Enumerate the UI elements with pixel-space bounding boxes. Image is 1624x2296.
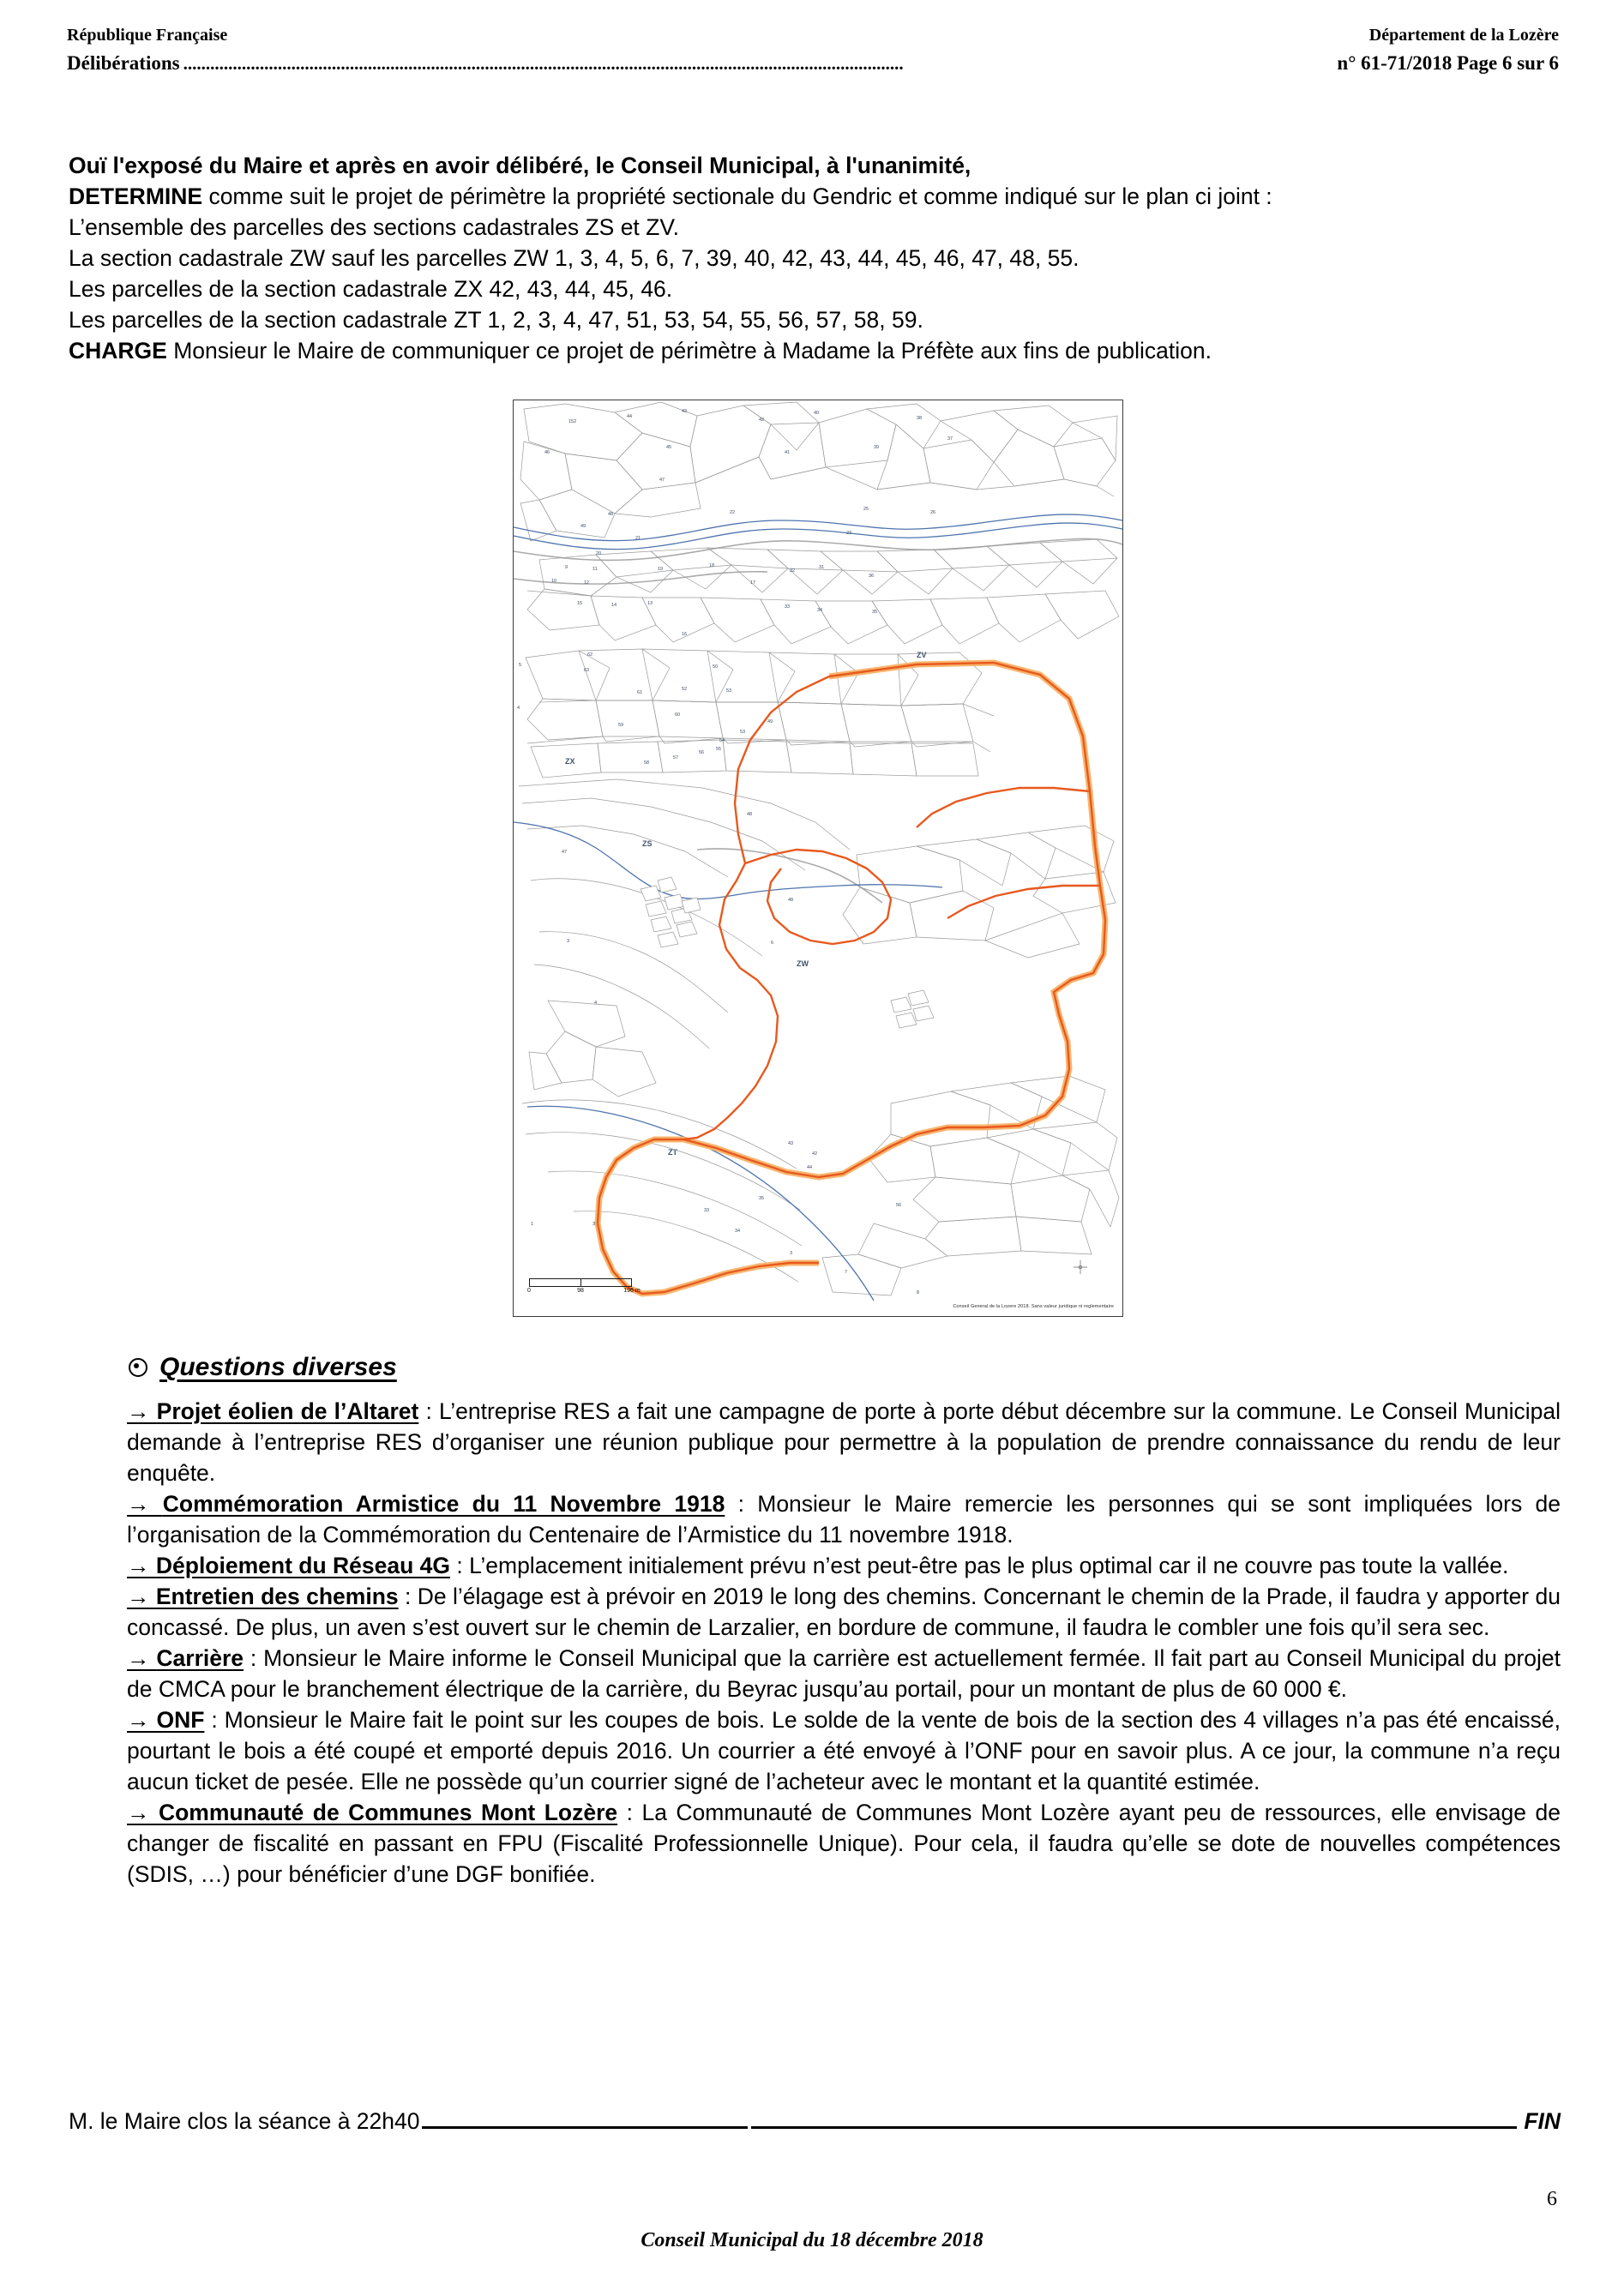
svg-text:31: 31	[819, 565, 825, 570]
question-lead	[127, 1553, 450, 1578]
paragraph-section-zt: Les parcelles de la section cadastrale ZT 1, 2, 3, 4, 47, 51, 53, 54, 55, 56, 57, 58, 59.	[69, 307, 923, 333]
question-item	[127, 1643, 1561, 1704]
map-hamlet-cluster	[641, 877, 934, 1028]
svg-text:38: 38	[917, 416, 923, 421]
svg-text:58: 58	[644, 760, 650, 766]
fin-label: FIN	[1524, 2108, 1561, 2134]
svg-text:43: 43	[788, 1141, 794, 1146]
closing-text: M. le Maire clos la séance à 22h40	[69, 2108, 420, 2134]
svg-text:16: 16	[682, 632, 688, 637]
arrow-icon: →	[127, 1553, 150, 1578]
svg-text:43: 43	[682, 409, 688, 414]
deliberation-body	[69, 150, 1561, 366]
map-watercourse	[514, 514, 1122, 550]
paragraph-intro: Ouï l'exposé du Maire et après en avoir délibéré, le Conseil Municipal, à l'unanimité,	[69, 153, 971, 178]
svg-text:33: 33	[785, 604, 791, 610]
question-lead-label: Communauté de Communes Mont Lozère	[158, 1800, 618, 1825]
header-reference: n° 61-71/2018 Page 6 sur 6	[1337, 52, 1559, 74]
svg-text:10: 10	[551, 579, 557, 584]
arrow-icon: →	[127, 1491, 150, 1517]
svg-text:37: 37	[947, 436, 953, 442]
svg-text:34: 34	[735, 1229, 741, 1234]
question-lead	[127, 1398, 418, 1424]
scale-bar-graphic	[529, 1278, 632, 1287]
header-top-row	[67, 22, 1559, 48]
svg-text:48: 48	[608, 512, 614, 517]
determine-label: DETERMINE	[69, 183, 203, 209]
svg-text:42: 42	[812, 1151, 818, 1157]
map-section-label-zx: ZX	[565, 757, 575, 766]
closing-line	[69, 2107, 1561, 2135]
svg-text:35: 35	[872, 610, 878, 615]
svg-text:49: 49	[767, 719, 773, 724]
svg-text:54: 54	[719, 738, 725, 743]
svg-text:57: 57	[673, 755, 679, 760]
svg-text:47: 47	[562, 850, 568, 855]
map-watercourse-central	[514, 822, 942, 899]
question-item	[127, 1488, 1561, 1550]
svg-text:13: 13	[647, 601, 653, 606]
svg-text:49: 49	[580, 524, 586, 529]
map-parcels-north-lower	[527, 539, 1119, 644]
arrow-icon: →	[127, 1800, 150, 1825]
svg-text:55: 55	[716, 747, 722, 752]
section-heading-label: Questions diverses	[159, 1353, 397, 1381]
question-item	[127, 1550, 1561, 1581]
map-section-label-zw: ZW	[797, 959, 809, 968]
svg-text:52: 52	[682, 687, 688, 692]
svg-text:8: 8	[917, 1290, 920, 1295]
question-body: : L’entreprise RES a fait une campagne de porte à porte début décembre sur la commune. Le Conseil Municipal demande à l’entreprise RES d’organiser une réunion publique pour permettre à la population de prendre connaissance du rendu de leur enquête.	[127, 1398, 1561, 1486]
document-footer: Conseil Municipal du 18 décembre 2018	[641, 2229, 983, 2251]
svg-text:21: 21	[635, 536, 641, 541]
scale-label-mid: 98	[577, 1288, 584, 1294]
questions-diverses-list	[127, 1396, 1561, 1890]
map-section-label-zv: ZV	[917, 651, 927, 659]
map-parcels-mid	[526, 649, 994, 778]
map-section-label-zs: ZS	[642, 839, 653, 848]
signature-rule-left	[422, 2107, 748, 2129]
svg-text:53: 53	[740, 730, 746, 735]
svg-text:1: 1	[531, 1222, 534, 1227]
paragraph-section-zw: La section cadastrale ZW sauf les parcelles ZW 1, 3, 4, 5, 6, 7, 39, 40, 42, 43, 44, 45, 46, 47, 48, 55.	[69, 245, 1080, 271]
map-source-caption: Conseil General de la Lozere 2018. Sans valeur juridique ni reglementaire	[953, 1304, 1114, 1309]
svg-text:7: 7	[845, 1270, 848, 1275]
cadastral-map-svg	[514, 400, 1122, 1316]
svg-text:4: 4	[517, 706, 520, 711]
svg-text:39: 39	[874, 445, 880, 450]
svg-text:62: 62	[587, 652, 593, 658]
paragraph-charge	[69, 335, 1561, 366]
svg-text:3: 3	[567, 939, 570, 944]
header-reference-row	[67, 51, 1559, 76]
svg-text:48: 48	[747, 812, 753, 817]
svg-text:35: 35	[759, 1196, 765, 1201]
question-body: : L’emplacement initialement prévu n’est peut-être pas le plus optimal car il ne couvre pas toute la vallée.	[450, 1553, 1509, 1578]
svg-text:3: 3	[790, 1251, 793, 1256]
map-parcels-central	[519, 779, 1116, 1097]
arrow-icon: →	[127, 1645, 150, 1671]
document-header	[67, 22, 1559, 76]
svg-text:26: 26	[930, 510, 936, 515]
header-republic: République Française	[67, 26, 228, 45]
arrow-icon: →	[127, 1584, 150, 1609]
svg-text:14: 14	[611, 603, 617, 608]
svg-text:32: 32	[790, 568, 796, 574]
svg-text:22: 22	[730, 510, 736, 515]
arrow-icon: →	[127, 1398, 150, 1424]
svg-text:63: 63	[584, 668, 590, 673]
svg-text:44: 44	[807, 1165, 813, 1170]
map-parcels-north	[520, 402, 1117, 541]
question-body: : De l’élagage est à prévoir en 2019 le long des chemins. Concernant le chemin de la Prade, il faudra y apporter du concassé. De plus, un aven s’est ouvert sur le chemin de Larzalier, en bordure de commune, il faudra le combler une fois qu’il sera sec.	[127, 1584, 1561, 1640]
svg-text:11: 11	[592, 567, 598, 572]
svg-text:36: 36	[869, 574, 875, 579]
question-lead	[127, 1800, 617, 1825]
svg-text:50: 50	[713, 664, 719, 670]
question-lead-label: Déploiement du Réseau 4G	[155, 1553, 450, 1578]
svg-text:34: 34	[817, 608, 823, 613]
svg-text:46: 46	[544, 450, 550, 455]
paragraph-section-zx: Les parcelles de la section cadastrale ZX 42, 43, 44, 45, 46.	[69, 276, 673, 302]
svg-text:17: 17	[750, 580, 756, 586]
question-lead	[127, 1645, 244, 1671]
svg-text:5: 5	[519, 663, 522, 668]
scale-label-0: 0	[527, 1288, 531, 1294]
question-lead-label: Carrière	[156, 1645, 244, 1671]
svg-text:15: 15	[577, 601, 583, 606]
question-item	[127, 1704, 1561, 1797]
paragraph-determine	[69, 181, 1561, 212]
page-number: 6	[1547, 2188, 1557, 2210]
question-lead	[127, 1707, 204, 1733]
question-lead	[127, 1491, 725, 1517]
signature-rule-right	[751, 2107, 1518, 2129]
question-body: : Monsieur le Maire remercie les personnes qui se sont impliquées lors de l’organisation de la Commémoration du Centenaire de l’Armistice du 11 novembre 1918.	[127, 1491, 1561, 1548]
bullet-target-icon	[129, 1358, 147, 1377]
svg-text:61: 61	[637, 690, 643, 695]
header-dot-leader: ................................................................................................................................................................	[183, 53, 904, 74]
charge-text: Monsieur le Maire de communiquer ce projet de périmètre à Madame la Préfète aux fins de publication.	[166, 338, 1212, 364]
svg-text:3: 3	[592, 1222, 596, 1227]
svg-text:56: 56	[896, 1203, 902, 1208]
question-lead-label: Projet éolien de l’Altaret	[156, 1398, 419, 1424]
question-lead	[127, 1584, 399, 1609]
svg-text:25: 25	[863, 507, 869, 512]
question-body: : Monsieur le Maire informe le Conseil Municipal que la carrière est actuellement fermée. Il fait part au Conseil Municipal du projet de CMCA pour le branchement électrique de la carrière, du Beyrac jusqu’au portail, pour un montant de plus de 60 000 €.	[127, 1645, 1561, 1702]
svg-text:12: 12	[584, 580, 590, 586]
svg-text:48: 48	[788, 898, 794, 903]
question-lead-label: ONF	[156, 1707, 205, 1733]
svg-text:60: 60	[675, 712, 681, 718]
scale-label-max: 196 m	[623, 1288, 641, 1294]
svg-text:41: 41	[785, 450, 791, 455]
svg-text:19: 19	[658, 567, 664, 572]
header-department: Département de la Lozère	[1368, 26, 1559, 45]
north-arrow-icon	[1073, 1259, 1088, 1275]
svg-text:9: 9	[565, 565, 568, 570]
svg-text:42: 42	[759, 418, 765, 423]
question-lead-label: Commémoration Armistice du 11 Novembre 1918	[162, 1491, 725, 1517]
arrow-icon: →	[127, 1707, 150, 1733]
paragraph-sections-zs-zv: L’ensemble des parcelles des sections cadastrales ZS et ZV.	[69, 214, 679, 240]
section-heading-questions-diverses	[129, 1353, 397, 1382]
question-body: : La Communauté de Communes Mont Lozère ayant peu de ressources, elle envisage de changer de fiscalité en passant en FPU (Fiscalité Professionnelle Unique). Pour cela, il faudra qu’elle se dote de nouvelles compétences (SDIS, …) pour bénéficier d’une DGF bonifiée.	[127, 1800, 1561, 1887]
svg-text:20: 20	[596, 551, 602, 556]
svg-text:4: 4	[594, 1001, 598, 1006]
question-body: : Monsieur le Maire fait le point sur les coupes de bois. Le solde de la vente de bois de la section des 4 villages n’a pas été encaissé, pourtant le bois a été coupé et emporté depuis 2016. Un courrier a été envoyé à l’ONF pour en savoir plus. A ce jour, la commune n’a reçu aucun ticket de pesée. Elle ne possède qu’un courrier signé de l’acheteur avec le montant et la quantité estimée.	[127, 1707, 1561, 1794]
svg-text:59: 59	[618, 723, 624, 728]
svg-text:40: 40	[814, 411, 820, 416]
svg-text:56: 56	[699, 750, 705, 755]
map-scale-bar	[527, 1278, 641, 1297]
determine-text: comme suit le projet de périmètre la propriété sectionale du Gendric et comme indiqué sur le plan ci joint :	[202, 183, 1272, 209]
svg-text:23: 23	[846, 531, 852, 536]
charge-label: CHARGE	[69, 338, 167, 364]
svg-text:18: 18	[709, 563, 715, 568]
svg-text:44: 44	[627, 414, 633, 419]
svg-text:152: 152	[568, 419, 577, 424]
question-item	[127, 1396, 1561, 1488]
question-item	[127, 1581, 1561, 1643]
question-lead-label: Entretien des chemins	[155, 1584, 399, 1609]
svg-text:45: 45	[666, 445, 672, 450]
question-item	[127, 1797, 1561, 1890]
cadastral-map	[513, 400, 1123, 1317]
header-deliberations-label: Délibérations	[67, 52, 180, 74]
svg-text:33: 33	[704, 1208, 710, 1213]
svg-text:53: 53	[726, 688, 732, 694]
map-section-label-zt: ZT	[668, 1148, 677, 1157]
scale-bar-labels	[527, 1287, 641, 1297]
svg-text:6: 6	[771, 941, 774, 946]
svg-text:47: 47	[659, 478, 665, 483]
